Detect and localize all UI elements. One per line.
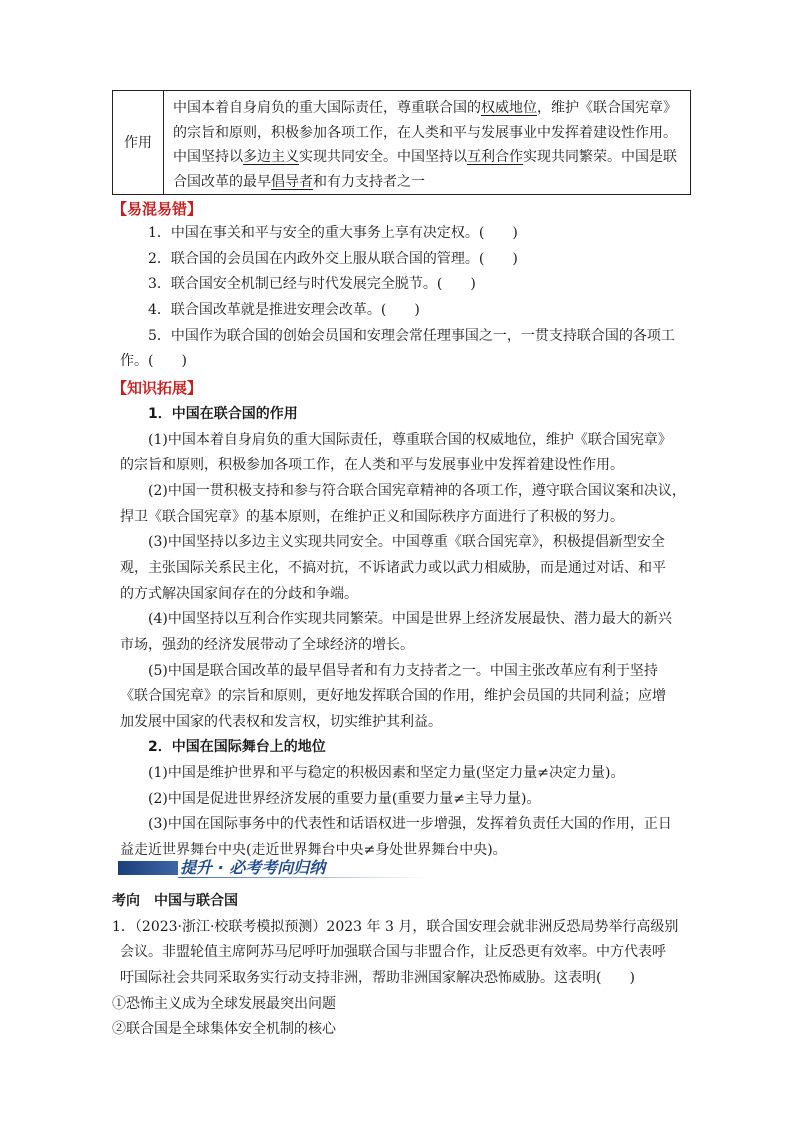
question-line: 1．（2023·浙江·校联考模拟预测）2023 年 3 月，联合国安理会就非洲反恐局势举行高级别	[112, 919, 679, 935]
list-item: 2．联合国的会员国在内政外交上服从联合国的管理。( )	[148, 251, 518, 267]
paragraph-line: 的方式解决国家间存在的分歧和争端。	[120, 586, 358, 602]
table-divider	[163, 91, 164, 194]
banner-underline	[178, 877, 428, 878]
paragraph-line: 的宗旨和原则，积极参加各项工作，在人类和平与发展事业中发挥着建设性作用。	[120, 457, 624, 473]
table-line-1: 中国本着自身肩负的重大国际责任，尊重联合国的权威地位，维护《联合国宪章》	[173, 100, 677, 116]
paragraph-line: (1)中国本着自身肩负的重大国际责任，尊重联合国的权威地位，维护《联合国宪章》	[148, 432, 672, 448]
paragraph-line: 益走近世界舞台中央(走近世界舞台中央≠身处世界舞台中央)。	[120, 842, 507, 858]
underlined-term: 权威地位	[481, 100, 537, 116]
question-line: 吁国际社会共同采取务实行动支持非洲，帮助非洲国家解决恐怖威胁。这表明( )	[120, 970, 635, 986]
paragraph-line: 观，主张国际关系民主化，不搞对抗，不诉诸武力或以武力相威胁，而是通过对话、和平	[120, 560, 666, 576]
section-banner	[118, 857, 430, 879]
table-line-2: 的宗旨和原则，积极参加各项工作，在人类和平与发展事业中发挥着建设性作用。	[173, 124, 677, 141]
list-item: 3．联合国安全机制已经与时代发展完全脱节。( )	[148, 276, 476, 292]
list-item-continuation: 作。( )	[120, 353, 187, 369]
section-title-knowledge: 【知识拓展】	[112, 379, 203, 397]
paragraph-line: 市场，强劲的经济发展带动了全球经济的增长。	[120, 637, 414, 653]
paragraph-line: 捍卫《联合国宪章》的基本原则，在维护正义和国际秩序方面进行了积极的努力。	[120, 509, 624, 525]
option-line: ②联合国是全球集体安全机制的核心	[112, 1021, 336, 1037]
role-table	[112, 90, 691, 195]
underlined-term: 倡导者	[271, 173, 313, 190]
question-line: 会议。非盟轮值主席阿苏马尼呼吁加强联合国与非盟合作，让反恐更有效率。中方代表呼	[120, 944, 666, 960]
list-item: 4．联合国改革就是推进安理会改革。( )	[148, 302, 420, 318]
underlined-term: 多边主义	[243, 149, 299, 165]
table-line-3: 中国坚持以多边主义实现共同安全。中国坚持以互利合作实现共同繁荣。中国是联	[173, 149, 677, 165]
section-title-confusions: 【易混易错】	[112, 200, 203, 218]
option-line: ①恐怖主义成为全球发展最突出问题	[112, 996, 336, 1012]
paragraph-line: (5)中国是联合国改革的最早倡导者和有力支持者之一。中国主张改革应有利于坚持	[148, 663, 658, 679]
paragraph-line: 《联合国宪章》的宗旨和原则，更好地发挥联合国的作用，维护会员国的共同利益；应增	[120, 688, 666, 704]
paragraph-line: (2)中国是促进世界经济发展的重要力量(重要力量≠主导力量)。	[148, 791, 541, 807]
paragraph-line: 加发展中国家的代表权和发言权，切实维护其利益。	[120, 714, 442, 730]
paragraph-line: (1)中国是维护世界和平与稳定的积极因素和坚定力量(坚定力量≠决定力量)。	[148, 765, 625, 781]
subheading: 1．中国在联合国的作用	[148, 406, 298, 422]
table-line-4: 合国改革的最早倡导者和有力支持者之一	[173, 173, 425, 190]
subheading: 2．中国在国际舞台上的地位	[148, 739, 326, 755]
paragraph-line: (2)中国一贯积极支持和参与符合联合国宪章精神的各项工作，遵守联合国议案和决议，	[148, 483, 686, 499]
topic-heading: 考向 中国与联合国	[112, 893, 238, 909]
paragraph-line: (3)中国在国际事务中的代表性和话语权进一步增强，发挥着负责任大国的作用，正日	[148, 816, 672, 832]
underlined-term: 互利合作	[467, 149, 523, 165]
list-item: 1．中国在事关和平与安全的重大事务上享有决定权。( )	[148, 225, 518, 241]
list-item: 5．中国作为联合国的创始会员国和安理会常任理事国之一，一贯支持联合国的各项工	[148, 328, 675, 344]
table-content-cell	[173, 96, 677, 194]
banner-title: 提升 · 必考考向归纳	[180, 858, 326, 877]
paragraph-line: (4)中国坚持以互利合作实现共同繁荣。中国是世界上经济发展最快、潜力最大的新兴	[148, 611, 672, 627]
table-header-cell: 作用	[124, 135, 152, 151]
paragraph-line: (3)中国坚持以多边主义实现共同安全。中国尊重《联合国宪章》，积极提倡新型安全	[148, 534, 665, 550]
banner-bar-decoration	[118, 861, 178, 875]
